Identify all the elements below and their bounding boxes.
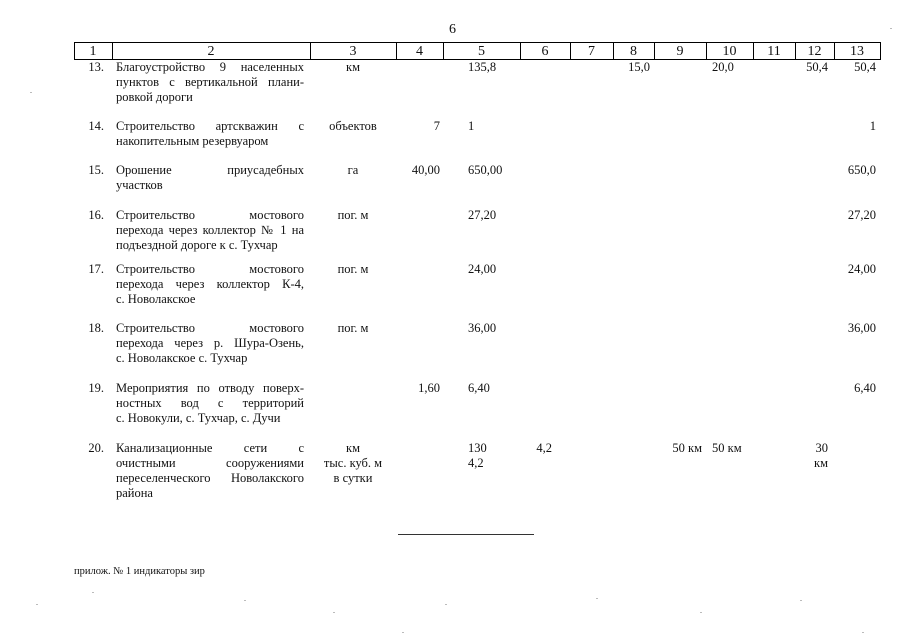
row-number: 17.	[88, 262, 104, 276]
header-divider	[74, 42, 75, 60]
column-header-2: 2	[112, 42, 310, 60]
value-col-5: 1	[468, 119, 475, 133]
item-name-line: подъездной дороге к с. Тухчар	[116, 238, 278, 252]
page-number: 6	[449, 22, 456, 37]
item-name-line: Строительство артскважин с	[116, 119, 304, 133]
value-col-5: 650,00	[468, 163, 503, 177]
value-col-8: 15,0	[628, 60, 650, 74]
row-number: 15.	[88, 163, 104, 177]
header-divider	[834, 42, 835, 60]
item-name-line: с. Новокули, с. Тухчар, с. Дучи	[116, 411, 281, 425]
value-col-13: 650,0	[847, 163, 876, 177]
header-divider	[613, 42, 614, 60]
column-header-12: 12	[795, 42, 834, 60]
column-header-5: 5	[443, 42, 520, 60]
value-col-13: 36,00	[847, 321, 876, 335]
item-name-line: с. Новолакское с. Тухчар	[116, 351, 248, 365]
unit: объектов	[329, 119, 377, 133]
value-col-12: 30	[815, 441, 828, 455]
column-header-11: 11	[753, 42, 795, 60]
column-header-10: 10	[706, 42, 753, 60]
scan-speck	[92, 592, 94, 593]
value-col-10: 50 км	[712, 441, 742, 455]
item-name-line: участков	[116, 178, 163, 192]
value-col-6: 4,2	[536, 441, 552, 455]
value-col-12: 50,4	[806, 60, 828, 74]
item-name-line: пунктов с вертикальной плани-	[116, 75, 304, 89]
value-col-4: 40,00	[411, 163, 440, 177]
column-header-13: 13	[834, 42, 880, 60]
row-number: 19.	[88, 381, 104, 395]
item-name-line: Строительство мостового	[116, 208, 304, 222]
value-col-13: 24,00	[847, 262, 876, 276]
row-number: 18.	[88, 321, 104, 335]
value-col-5: 27,20	[468, 208, 497, 222]
item-name-line: накопительным резервуаром	[116, 134, 269, 148]
item-name	[116, 60, 304, 105]
item-name-line: Строительство мостового	[116, 262, 304, 276]
header-divider	[112, 42, 113, 60]
item-name	[116, 163, 304, 193]
item-name-line: перехода через р. Шура-Озень,	[116, 336, 304, 350]
item-name-line: очистными сооружениями	[116, 456, 304, 470]
row-number: 14.	[88, 119, 104, 133]
column-header-1: 1	[74, 42, 112, 60]
value-col-13: 50,4	[854, 60, 876, 74]
item-name-line: с. Новолакское	[116, 292, 196, 306]
item-name	[116, 208, 304, 253]
header-divider	[520, 42, 521, 60]
scan-speck	[30, 92, 32, 93]
item-name-line: Строительство мостового	[116, 321, 304, 335]
unit: в сутки	[333, 471, 373, 485]
header-divider	[443, 42, 444, 60]
scan-speck	[244, 600, 246, 601]
column-header-3: 3	[310, 42, 396, 60]
value-col-10: 20,0	[712, 60, 734, 74]
item-name	[116, 381, 304, 426]
unit: пог. м	[337, 262, 369, 276]
value-col-5: 24,00	[468, 262, 497, 276]
unit: пог. м	[337, 208, 369, 222]
scan-speck	[36, 604, 38, 605]
item-name-line: района	[116, 486, 153, 500]
value-col-13: 1	[869, 119, 876, 133]
item-name-line: перехода через коллектор № 1 на	[116, 223, 304, 237]
header-divider	[570, 42, 571, 60]
value-col-5: 36,00	[468, 321, 497, 335]
value-col-5: 6,40	[468, 381, 490, 395]
row-number: 13.	[88, 60, 104, 74]
item-name-line: Мероприятия по отводу поверх-	[116, 381, 304, 395]
item-name-line: Канализационные сети с	[116, 441, 304, 455]
value-col-4: 1,60	[418, 381, 440, 395]
scan-speck	[596, 598, 598, 599]
footer-note: прилож. № 1 индикаторы зир	[74, 566, 205, 577]
value-col-4: 7	[433, 119, 440, 133]
item-name-line: перехода через коллектор К-4,	[116, 277, 304, 291]
scan-speck	[890, 28, 892, 29]
scan-speck	[333, 612, 335, 613]
item-name-line: переселенческого Новолакского	[116, 471, 304, 485]
item-name-line: ностных вод с территорий	[116, 396, 304, 410]
scan-speck	[862, 632, 864, 633]
item-name-line: Благоустройство 9 населенных	[116, 60, 304, 74]
unit: га	[347, 163, 359, 177]
value-col-12: км	[814, 456, 828, 470]
scan-speck	[800, 600, 802, 601]
column-header-9: 9	[654, 42, 706, 60]
scan-speck	[402, 632, 404, 633]
value-col-5: 135,8	[468, 60, 497, 74]
column-header-6: 6	[520, 42, 570, 60]
header-divider	[654, 42, 655, 60]
header-divider	[795, 42, 796, 60]
value-col-13: 6,40	[854, 381, 876, 395]
scan-speck	[445, 604, 447, 605]
header-divider	[396, 42, 397, 60]
unit: пог. м	[337, 321, 369, 335]
header-divider	[880, 42, 881, 60]
row-number: 20.	[88, 441, 104, 455]
separator-line	[398, 534, 534, 535]
scan-speck	[700, 612, 702, 613]
unit: км	[346, 60, 360, 74]
item-name	[116, 321, 304, 366]
value-col-13: 27,20	[847, 208, 876, 222]
item-name-line: Орошение приусадебных	[116, 163, 304, 177]
unit: тыс. куб. м	[323, 456, 383, 470]
unit: км	[346, 441, 360, 455]
column-header-7: 7	[570, 42, 613, 60]
value-col-5: 4,2	[468, 456, 484, 470]
item-name-line: ровкой дороги	[116, 90, 193, 104]
column-header-4: 4	[396, 42, 443, 60]
item-name	[116, 441, 304, 501]
header-divider	[310, 42, 311, 60]
row-number: 16.	[88, 208, 104, 222]
column-header-8: 8	[613, 42, 654, 60]
value-col-5: 130	[468, 441, 487, 455]
value-col-9: 50 км	[672, 441, 702, 455]
header-divider	[706, 42, 707, 60]
item-name	[116, 262, 304, 307]
header-divider	[753, 42, 754, 60]
item-name	[116, 119, 304, 149]
